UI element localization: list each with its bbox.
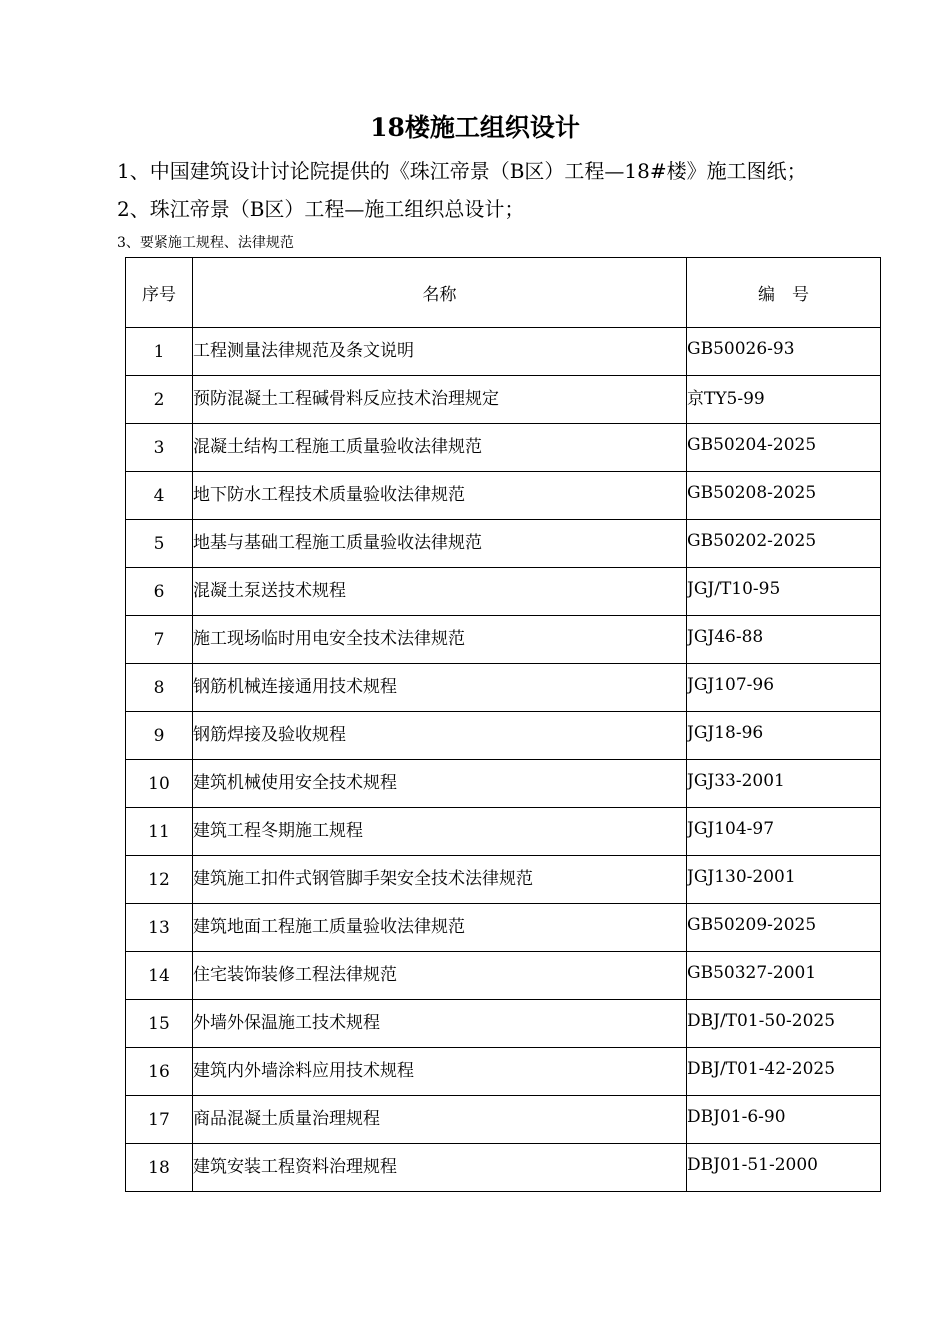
table-row xyxy=(126,952,881,1000)
cell-name-text: 地基与基础工程施工质量验收法律规范 xyxy=(193,533,482,553)
cell-no: 12 xyxy=(126,856,193,904)
cell-name xyxy=(193,520,687,568)
cell-name xyxy=(193,760,687,808)
cell-name xyxy=(193,568,687,616)
table-row xyxy=(126,856,881,904)
cell-name-text: 地下防水工程技术质量验收法律规范 xyxy=(193,485,465,505)
cell-code-text: GB50208-2025 xyxy=(687,482,817,503)
cell-code-text: DBJ/T01-50-2025 xyxy=(687,1010,836,1031)
header-no: 序号 xyxy=(126,258,193,328)
cell-name-text: 混凝土结构工程施工质量验收法律规范 xyxy=(193,437,482,457)
cell-code-text: DBJ/T01-42-2025 xyxy=(687,1058,836,1079)
cell-code xyxy=(687,1096,881,1144)
cell-code-text: JGJ130-2001 xyxy=(687,866,796,887)
cell-name-text: 建筑安装工程资料治理规程 xyxy=(193,1157,397,1177)
standards-table xyxy=(125,257,881,1192)
cell-name-text: 住宅装饰装修工程法律规范 xyxy=(193,965,397,985)
cell-name-text: 建筑内外墙涂料应用技术规程 xyxy=(193,1061,414,1081)
table-row xyxy=(126,328,881,376)
table-row xyxy=(126,1048,881,1096)
cell-name xyxy=(193,472,687,520)
cell-code xyxy=(687,952,881,1000)
cell-no: 2 xyxy=(126,376,193,424)
cell-name xyxy=(193,424,687,472)
cell-code-text: GB50327-2001 xyxy=(687,962,817,983)
cell-name-text: 钢筋焊接及验收规程 xyxy=(193,725,346,745)
paragraph-2: 2、珠江帝景（B区）工程—施工组织总设计； xyxy=(117,197,525,221)
cell-no: 18 xyxy=(126,1144,193,1192)
cell-name xyxy=(193,856,687,904)
cell-code xyxy=(687,520,881,568)
table-row xyxy=(126,1144,881,1192)
cell-code-text: JGJ/T10-95 xyxy=(687,578,781,599)
table-row xyxy=(126,472,881,520)
cell-no: 15 xyxy=(126,1000,193,1048)
cell-name xyxy=(193,1096,687,1144)
cell-name-text: 外墙外保温施工技术规程 xyxy=(193,1013,380,1033)
cell-name-text: 建筑地面工程施工质量验收法律规范 xyxy=(193,917,465,937)
table-row xyxy=(126,1000,881,1048)
cell-code xyxy=(687,328,881,376)
cell-name-text: 钢筋机械连接通用技术规程 xyxy=(193,677,397,697)
table-row xyxy=(126,1096,881,1144)
header-code: 编 号 xyxy=(687,258,881,328)
table-row xyxy=(126,568,881,616)
cell-no: 17 xyxy=(126,1096,193,1144)
cell-name-text: 混凝土泵送技术规程 xyxy=(193,581,346,601)
cell-no: 3 xyxy=(126,424,193,472)
cell-code xyxy=(687,1048,881,1096)
cell-code-text: JGJ107-96 xyxy=(687,674,775,695)
table-row xyxy=(126,424,881,472)
table-row xyxy=(126,904,881,952)
table-row xyxy=(126,520,881,568)
cell-name xyxy=(193,952,687,1000)
table-header-row xyxy=(126,258,881,328)
cell-no: 16 xyxy=(126,1048,193,1096)
cell-name-text: 建筑工程冬期施工规程 xyxy=(193,821,363,841)
cell-name xyxy=(193,808,687,856)
cell-code xyxy=(687,568,881,616)
cell-code xyxy=(687,616,881,664)
cell-code xyxy=(687,1144,881,1192)
cell-code-text: GB50202-2025 xyxy=(687,530,817,551)
cell-code-text: JGJ18-96 xyxy=(687,722,764,743)
cell-code-text: DBJ01-51-2000 xyxy=(687,1154,818,1175)
cell-code-text: JGJ33-2001 xyxy=(687,770,785,791)
cell-name xyxy=(193,1048,687,1096)
document-title: 18楼施工组织设计 xyxy=(370,113,580,142)
table-row xyxy=(126,376,881,424)
cell-name xyxy=(193,904,687,952)
cell-code xyxy=(687,664,881,712)
cell-code xyxy=(687,808,881,856)
cell-code xyxy=(687,856,881,904)
cell-code xyxy=(687,904,881,952)
cell-name-text: 预防混凝土工程碱骨料反应技术治理规定 xyxy=(193,389,499,409)
cell-code xyxy=(687,712,881,760)
table-row xyxy=(126,760,881,808)
cell-name-text: 建筑施工扣件式钢管脚手架安全技术法律规范 xyxy=(193,869,533,889)
cell-code-text: JGJ46-88 xyxy=(687,626,764,647)
cell-code xyxy=(687,1000,881,1048)
cell-code-text: JGJ104-97 xyxy=(687,818,775,839)
cell-no: 11 xyxy=(126,808,193,856)
cell-name xyxy=(193,1000,687,1048)
cell-name xyxy=(193,376,687,424)
cell-code-text: 京TY5-99 xyxy=(687,389,765,409)
table-row xyxy=(126,616,881,664)
cell-name-text: 施工现场临时用电安全技术法律规范 xyxy=(193,629,465,649)
cell-name xyxy=(193,328,687,376)
cell-code xyxy=(687,424,881,472)
cell-no: 13 xyxy=(126,904,193,952)
table-row xyxy=(126,664,881,712)
paragraph-1: 1、中国建筑设计讨论院提供的《珠江帝景（B区）工程—18#楼》施工图纸； xyxy=(117,159,807,183)
table-row xyxy=(126,808,881,856)
table-row xyxy=(126,712,881,760)
cell-code xyxy=(687,376,881,424)
cell-no: 5 xyxy=(126,520,193,568)
paragraph-3: 3、要紧施工规程、法律规范 xyxy=(117,235,294,251)
cell-no: 1 xyxy=(126,328,193,376)
cell-no: 4 xyxy=(126,472,193,520)
cell-name-text: 工程测量法律规范及条文说明 xyxy=(193,341,414,361)
header-name: 名称 xyxy=(193,258,687,328)
cell-no: 8 xyxy=(126,664,193,712)
cell-code xyxy=(687,472,881,520)
cell-code-text: DBJ01-6-90 xyxy=(687,1106,786,1127)
cell-name xyxy=(193,1144,687,1192)
cell-name xyxy=(193,712,687,760)
cell-no: 6 xyxy=(126,568,193,616)
cell-no: 7 xyxy=(126,616,193,664)
cell-no: 14 xyxy=(126,952,193,1000)
cell-code xyxy=(687,760,881,808)
cell-no: 9 xyxy=(126,712,193,760)
cell-name xyxy=(193,616,687,664)
cell-no: 10 xyxy=(126,760,193,808)
cell-name xyxy=(193,664,687,712)
cell-name-text: 建筑机械使用安全技术规程 xyxy=(193,773,397,793)
cell-code-text: GB50209-2025 xyxy=(687,914,817,935)
cell-code-text: GB50204-2025 xyxy=(687,434,817,455)
cell-code-text: GB50026-93 xyxy=(687,338,795,359)
cell-name-text: 商品混凝土质量治理规程 xyxy=(193,1109,380,1129)
